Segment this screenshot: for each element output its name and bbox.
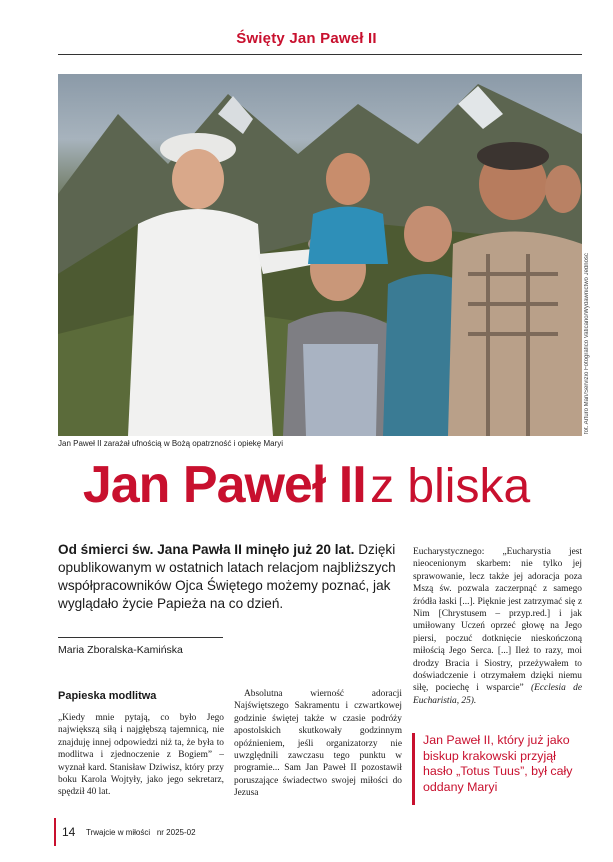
article-photo bbox=[58, 74, 582, 436]
page-number: 14 bbox=[62, 825, 76, 839]
column-3-citation: (Ecclesia de Eucharistia, 25). bbox=[413, 683, 582, 706]
article-title-light: z bliska bbox=[370, 460, 531, 513]
column-1-text: „Kiedy mnie pytają, co było Jego największą siłą i najgłębszą tajemnicą, nie znajduję innej odpowiedzi niż ta, że była to modlitwa i zjednoczenie z Bogiem” – wyznał kard. Stanisław Dziwisz, który przy boku Karola Wojtyły, jako jego sekretarz, spędził 40 lat. bbox=[58, 713, 224, 798]
article-lead bbox=[58, 541, 398, 613]
photo-caption: Jan Paweł II zarażał ufnością w Bożą opatrzność i opiekę Maryi bbox=[58, 439, 283, 448]
magazine-name: Trwajcie w miłości bbox=[86, 828, 151, 837]
issue-number: nr 2025-02 bbox=[156, 828, 196, 837]
footer-accent-bar bbox=[54, 818, 56, 846]
column-2-text: Absolutna wierność adoracji Najświętszego Sakramentu i czwartkowej godzinie świętej także w czasie podróży apostolskich skutkowały godzinnym opóźnieniem, jeśli organizatorzy nie uwzględnili zawczasu tego punktu w programie... Sam Jan Paweł II pozostawił poruszające świadectwo swojej miłości do Jezusa bbox=[234, 689, 402, 799]
footer-magazine bbox=[86, 828, 196, 837]
section-title: Święty Jan Paweł II bbox=[236, 30, 377, 47]
header-divider bbox=[58, 54, 582, 55]
lead-bold-sentence: Od śmierci św. Jana Pawła II minęło już 20 lat. bbox=[58, 542, 355, 557]
column-3 bbox=[413, 546, 582, 707]
subheading: Papieska modlitwa bbox=[58, 690, 157, 702]
photo-illustration bbox=[58, 74, 582, 436]
photo-credit: fot. Arturo Mari/Servizio Fotografico Vaticano/Wydawnictwo Jedność bbox=[584, 253, 590, 434]
author-divider bbox=[58, 637, 223, 638]
article-title-bold: Jan Paweł II bbox=[82, 456, 366, 514]
author-name: Maria Zboralska-Kamińska bbox=[58, 644, 183, 656]
article-title bbox=[0, 455, 613, 515]
column-3-text: Eucharystycznego: „Eucharystia jest nieocenionym skarbem: nie tylko jej sprawowanie, lecz także jej adoracja poza Mszą św. pozwala zaczerpnąć z samego źródła łaski [...]. Pięknie jest zatrzymać się z Nim [Chrystusem – przyp.red.] i jak umiłowany Uczeń oprzeć głowę na Jego piersi, poczuć dotknięcie nieskończoną miłością Jego Serca. [...] Ileż to razy, moi drodzy Bracia i Siostry, przeżywałem to doświadczenie i otrzymałem dzięki niemu siłę, pociechę i wsparcie” bbox=[413, 547, 582, 694]
lead-text: Dzięki opublikowanym w ostatnich latach relacjom najbliższych współpracowników Ojca Świętego możemy poznać, jak wyglądało życie Papieża na co dzień. bbox=[58, 542, 396, 611]
pull-quote: Jan Paweł II, który już jako biskup krakowski przyjął hasło „Totus Tuus”, był cały oddany Maryi bbox=[412, 733, 582, 805]
